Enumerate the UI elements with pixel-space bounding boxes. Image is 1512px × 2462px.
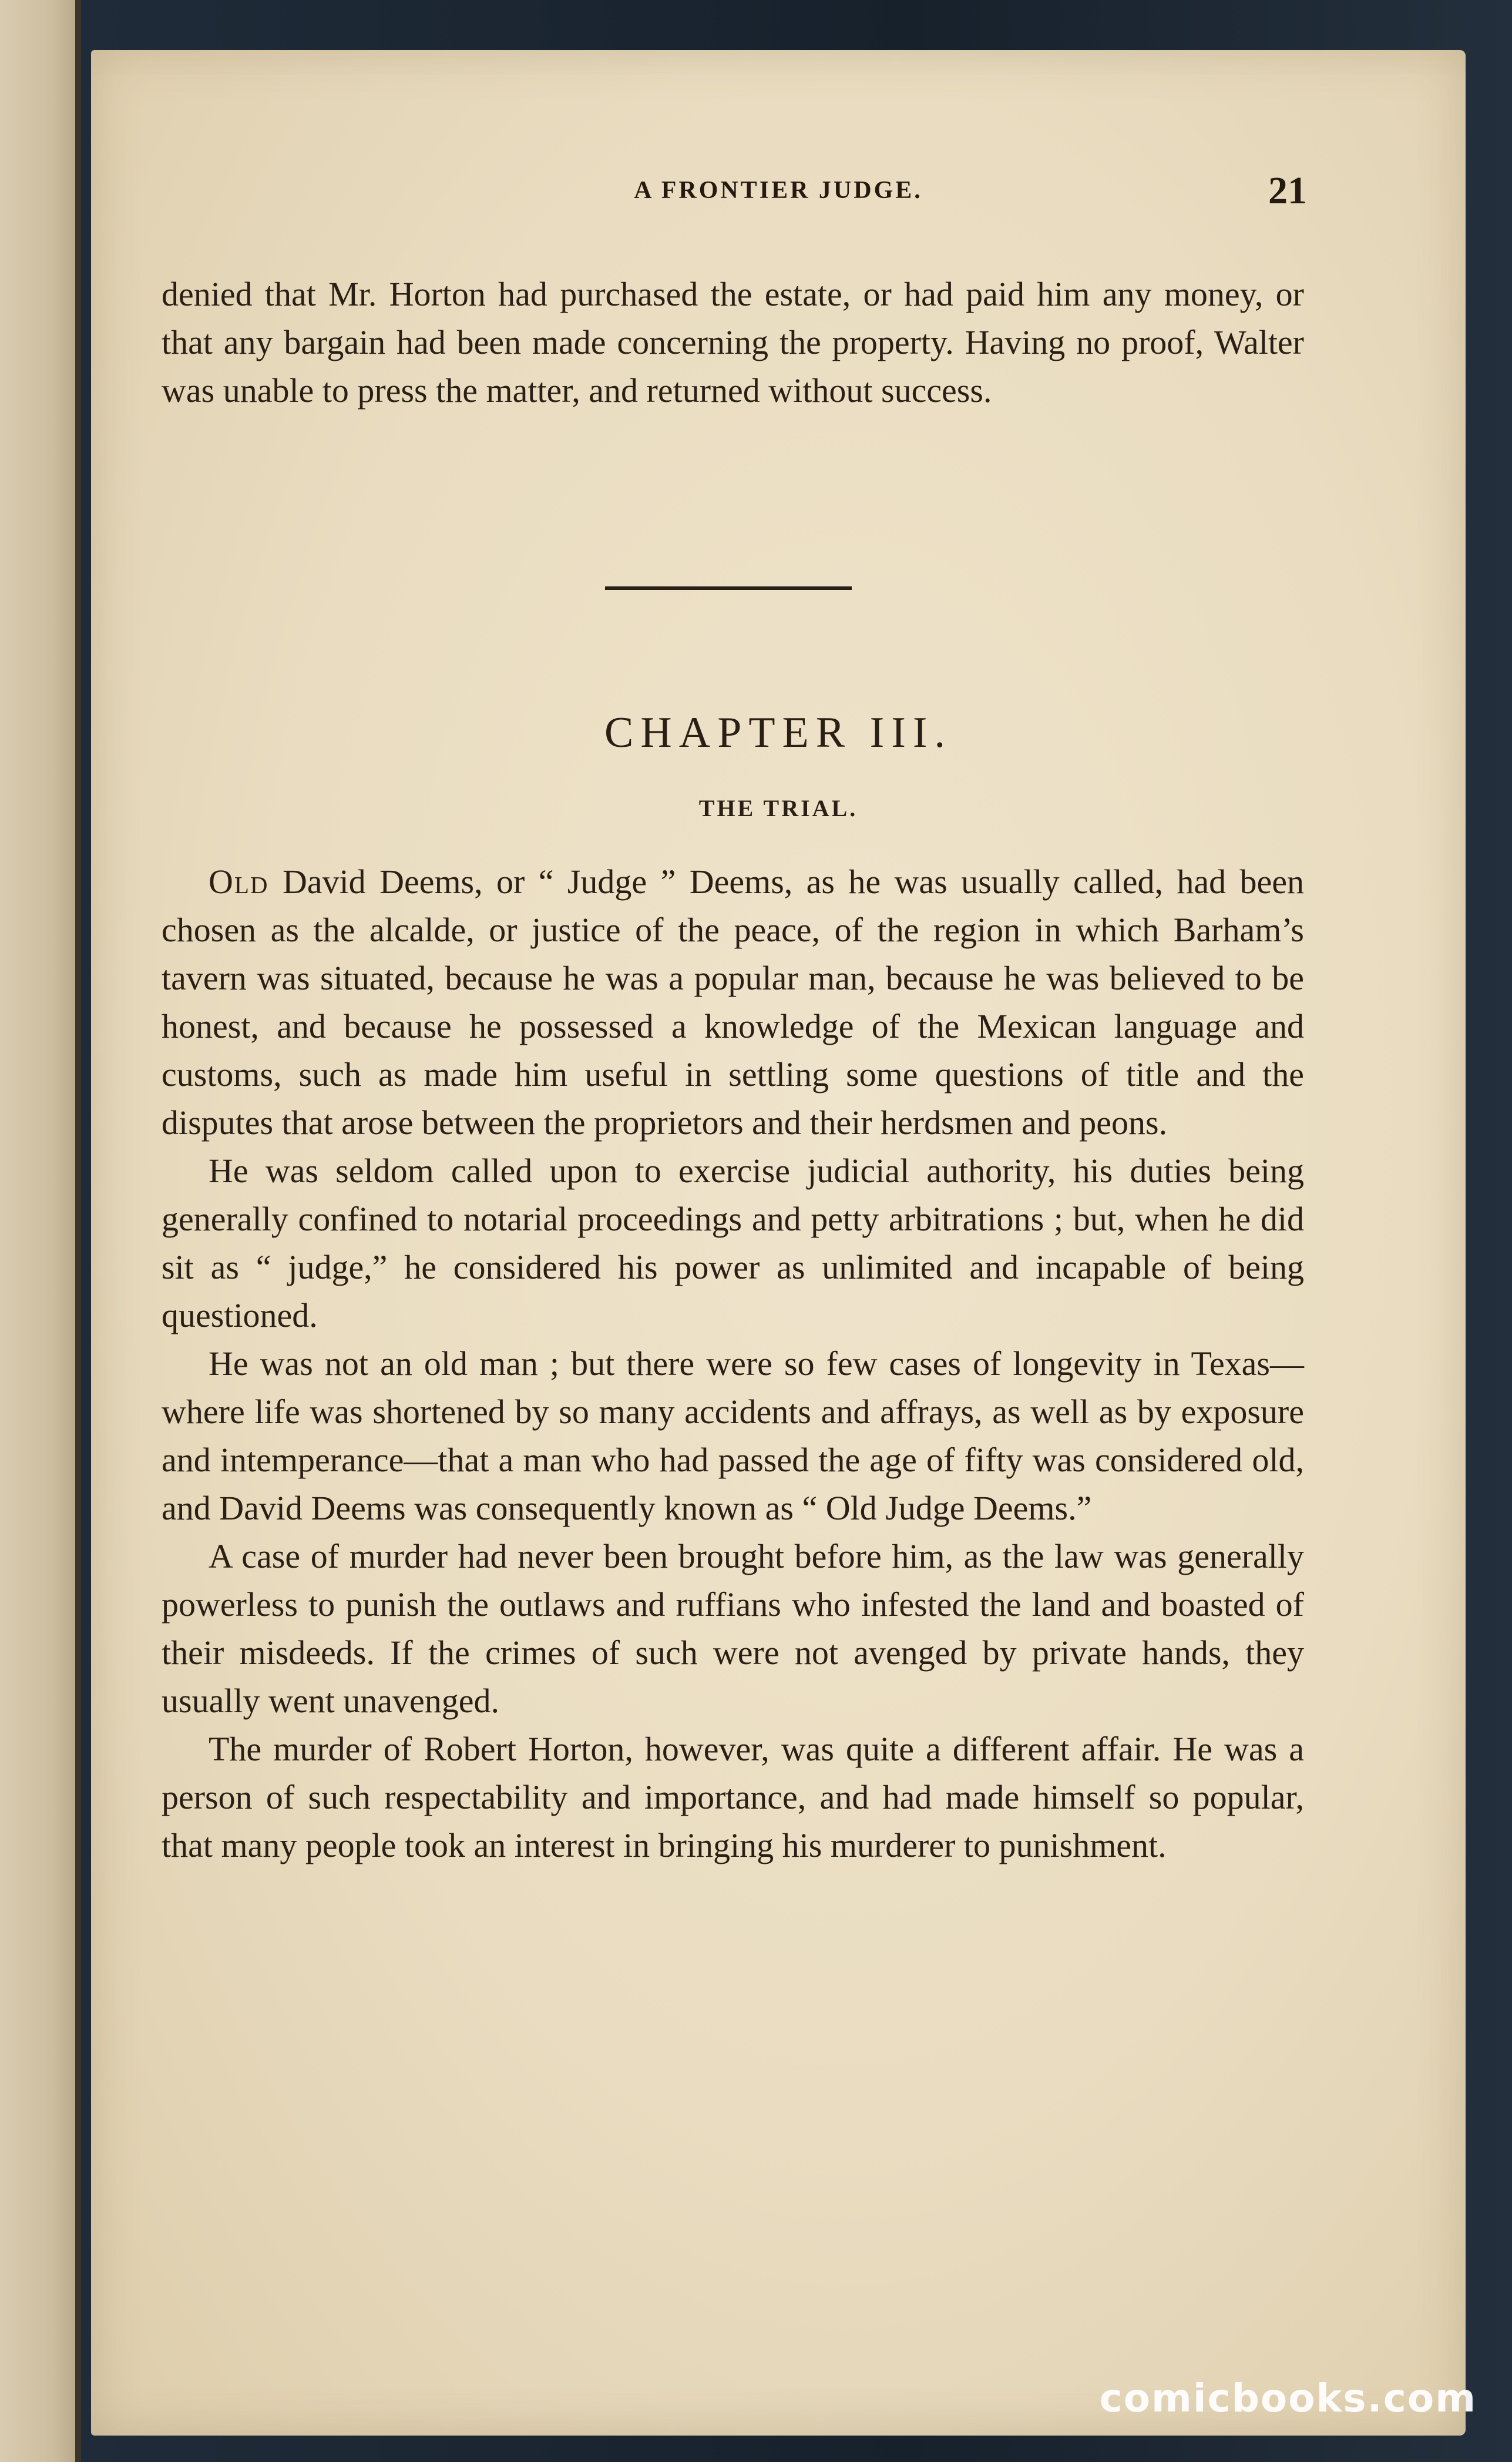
book-gutter — [75, 0, 81, 2462]
page-number: 21 — [1268, 169, 1307, 212]
watermark: comicbooks.com — [1099, 2376, 1477, 2421]
section-divider — [605, 586, 852, 590]
running-head — [91, 126, 1466, 212]
continuation-paragraph: denied that Mr. Horton had purchased the estate, or had paid him any money, or that any bargain had been made concerning the property. Having no proof, Walter was unable to press the matter, and returned without success. — [162, 275, 1304, 410]
paragraph-text: David Deems, or “ Judge ” Deems, as he was usually called, had been chosen as the alcalde, or justice of the peace, of the region in which Barham’s tavern was situated, because he was a popular man, because he was believed to be honest, and because he possessed a knowledge of the Mexican language and customs, such as made him useful in settling some questions of title and the disputes that arose between the proprietors and their herdsmen and peons. — [162, 863, 1304, 1142]
facing-page-edge — [0, 0, 76, 2462]
body-paragraph-3: He was not an old man ; but there were so few cases of longevity in Texas—where life was shortened by so many accidents and affrays, as well as by exposure and intemperance—that a man who had passed the age of fifty was considered old, and David Deems was consequently known as “ Old Judge Deems.” — [162, 1344, 1304, 1527]
body-paragraph-2: He was seldom called upon to exercise judicial authority, his duties being generally confined to notarial proceedings and petty arbitrations ; but, when he did sit as “ judge,” he considered his power as unlimited and incapable of being questioned. — [162, 1152, 1304, 1334]
running-title: A FRONTIER JUDGE. — [634, 177, 923, 204]
chapter-subtitle: THE TRIAL. — [698, 795, 858, 821]
lead-word: Old — [209, 863, 269, 901]
chapter-body — [162, 858, 1304, 1870]
continuation-text — [162, 270, 1304, 415]
body-paragraph-1 — [162, 858, 1304, 1147]
chapter-heading: CHAPTER III. — [604, 709, 953, 757]
body-paragraph-4: A case of murder had never been brought before him, as the law was generally powerless to punish the outlaws and ruffians who infested the land and boasted of their misdeeds. If the crimes of such were not avenged by private hands, they usually went unavenged. — [162, 1537, 1304, 1720]
body-paragraph-5: The murder of Robert Horton, however, was quite a different affair. He was a person of such respectability and importance, and had made himself so popular, that many people took an interest in bringing his murderer to punishment. — [162, 1730, 1304, 1864]
